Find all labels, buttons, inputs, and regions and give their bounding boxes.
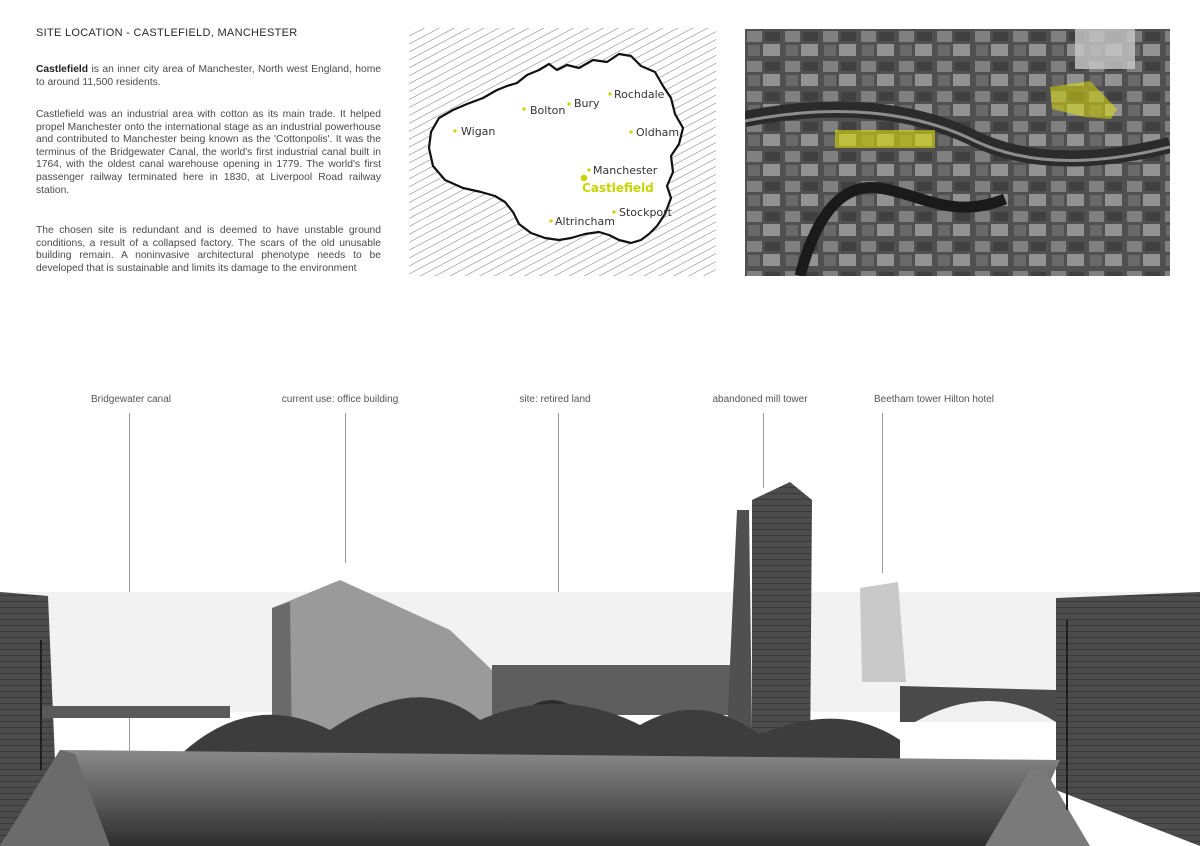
map-label-stockport: Stockport: [619, 206, 672, 219]
page-title: SITE LOCATION - CASTLEFIELD, MANCHESTER: [36, 27, 298, 39]
map-label-oldham: Oldham: [636, 126, 680, 139]
history-paragraph: Castlefield was an industrial area with cotton as its main trade. It helped propel Manchester onto the international stage as an industrial powerhouse and contributed to Manchester being known as the 'Cottonpolis'. It was the terminus of the Bridgewater Canal, the world's first industrial canal built in 1764, with the oldest canal warehouse opening in 1779. The world's first passenger railway terminated here in 1830, at Liverpool Road railway station.: [36, 109, 381, 196]
annotation-bridgewater-canal: Bridgewater canal: [90, 394, 172, 405]
map-label-wigan: Wigan: [461, 125, 496, 138]
annotation-beetham-tower: Beetham tower Hilton hotel: [873, 394, 995, 405]
site-panorama: [0, 470, 1200, 846]
annotation-office-building: current use: office building: [281, 394, 399, 405]
map-label-bury: Bury: [574, 97, 600, 110]
intro-paragraph: [36, 64, 381, 89]
locator-map: [409, 28, 716, 276]
annotation-retired-land: site: retired land: [519, 394, 591, 405]
intro-bold-term: Castlefield: [36, 64, 89, 75]
map-label-altrincham: Altrincham: [555, 215, 615, 228]
intro-text: is an inner city area of Manchester, North west England, home to around 11,500 residents.: [36, 64, 381, 88]
aerial-photo: [745, 29, 1170, 276]
map-label-manchester: Manchester: [593, 164, 658, 177]
map-label-bolton: Bolton: [530, 104, 566, 117]
annotation-mill-tower: abandoned mill tower: [712, 394, 808, 405]
map-label-castlefield: Castlefield: [582, 181, 654, 195]
site-note-paragraph: The chosen site is redundant and is deemed to have unstable ground conditions, a result of a collapsed factory. The scars of the old unusable building remain. A noninvasive architectural phenotype needs to be developed that is sustainable and limits its damage to the environment: [36, 225, 381, 274]
site-highlight: [835, 130, 935, 148]
map-label-rochdale: Rochdale: [614, 88, 665, 101]
